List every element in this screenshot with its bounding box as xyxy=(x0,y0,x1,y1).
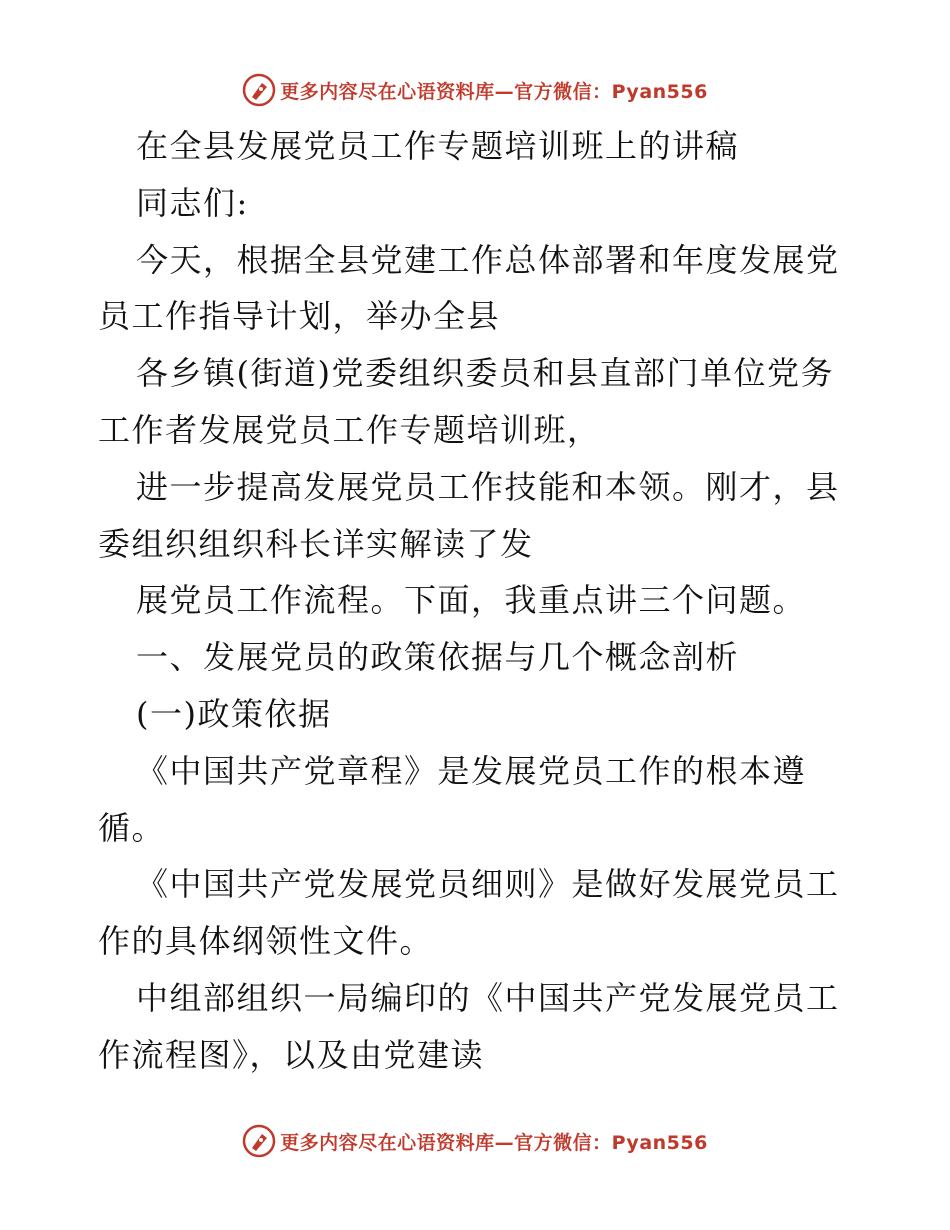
document-body xyxy=(98,118,858,1084)
paragraph-line: 《中国共产党章程》是发展党员工作的根本遵 xyxy=(136,751,807,790)
paragraph-line: 委组织组织科长详实解读了发 xyxy=(98,524,534,563)
paragraph-line: 工作者发展党员工作专题培训班， xyxy=(98,410,601,449)
pen-nib-logo-icon xyxy=(242,1124,276,1158)
watermark-text: 更多内容尽在心语资料库—官方微信：Pyan556 xyxy=(280,80,708,103)
salutation: 同志们: xyxy=(136,183,249,222)
subsection-heading: (一)政策依据 xyxy=(136,694,332,733)
paragraph-line: 中组部组织一局编印的《中国共产党发展党员工 xyxy=(136,978,840,1017)
paragraph-line: 作的具体纲领性文件。 xyxy=(98,922,434,961)
watermark-text: 更多内容尽在心语资料库—官方微信：Pyan556 xyxy=(280,1131,708,1154)
paragraph-line: 今天，根据全县党建工作总体部署和年度发展党 xyxy=(136,240,840,279)
paragraph-line: 各乡镇(街道)党委组织委员和县直部门单位党务 xyxy=(136,354,834,393)
section-heading: 一、发展党员的政策依据与几个概念剖析 xyxy=(136,638,740,677)
paragraph-line: 进一步提高发展党员工作技能和本领。刚才，县 xyxy=(136,467,840,506)
paragraph-line: 员工作指导计划，举办全县 xyxy=(98,297,501,336)
document-title: 在全县发展党员工作专题培训班上的讲稿 xyxy=(136,127,740,165)
pen-nib-logo-icon xyxy=(242,73,276,107)
header-watermark xyxy=(0,70,950,110)
paragraph-line: 作流程图》，以及由党建读 xyxy=(98,1035,485,1074)
paragraph-line: 循。 xyxy=(98,808,166,847)
paragraph-line: 《中国共产党发展党员细则》是做好发展党员工 xyxy=(136,865,840,904)
paragraph-line: 展党员工作流程。下面，我重点讲三个问题。 xyxy=(136,581,807,620)
footer-watermark xyxy=(0,1121,950,1161)
